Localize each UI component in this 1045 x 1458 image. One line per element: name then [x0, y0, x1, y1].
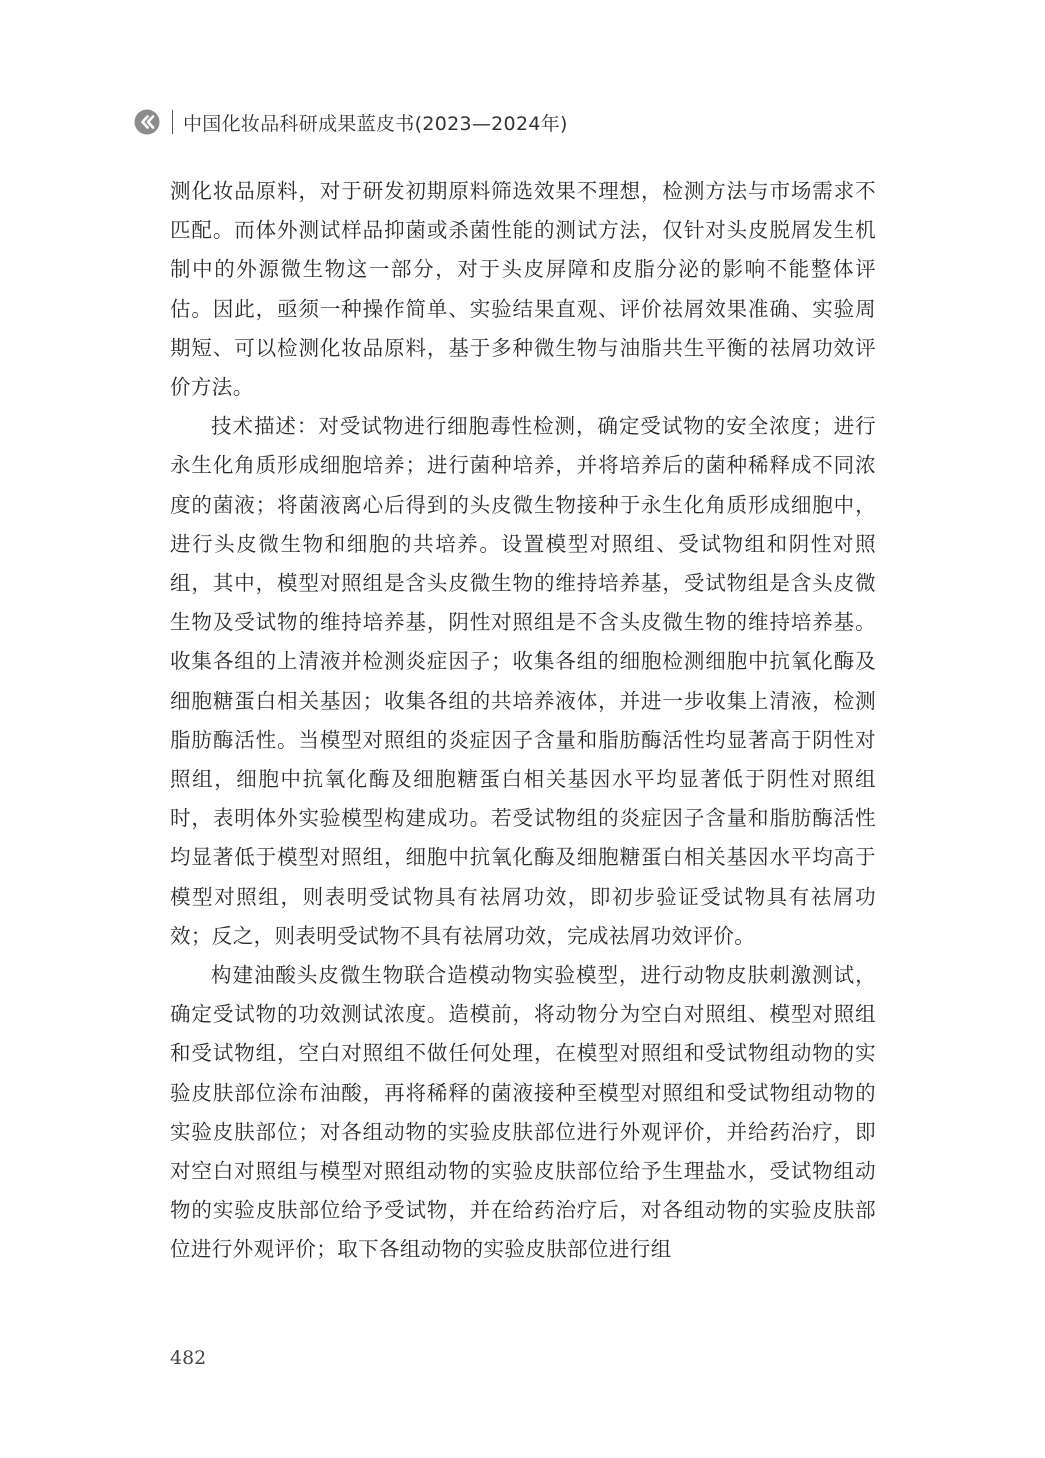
- paragraph: 构建油酸头皮微生物联合造模动物实验模型，进行动物皮肤刺激测试，确定受试物的功效测试浓度。造模前，将动物分为空白对照组、模型对照组和受试物组，空白对照组不做任何处理，在模型对照组和受试物组动物的实验皮肤部位涂布油酸，再将稀释的菌液接种至模型对照组和受试物组动物的实验皮肤部位；对各组动物的实验皮肤部位进行外观评价，并给药治疗，即对空白对照组与模型对照组动物的实验皮肤部位给予生理盐水，受试物组动物的实验皮肤部位给予受试物，并在给药治疗后，对各组动物的实验皮肤部位进行外观评价；取下各组动物的实验皮肤部位进行组: [170, 963, 876, 1262]
- main-text: [170, 172, 876, 1270]
- double-chevron-left-icon: [134, 109, 160, 135]
- header-divider: [172, 110, 173, 134]
- paragraph: 技术描述：对受试物进行细胞毒性检测，确定受试物的安全浓度；进行永生化角质形成细胞培养；进行菌种培养，并将培养后的菌种稀释成不同浓度的菌液；将菌液离心后得到的头皮微生物接种于永生化角质形成细胞中，进行头皮微生物和细胞的共培养。设置模型对照组、受试物组和阴性对照组，其中，模型对照组是含头皮微生物的维持培养基，受试物组是含头皮微生物及受试物的维持培养基，阴性对照组是不含头皮微生物的维持培养基。收集各组的上清液并检测炎症因子；收集各组的细胞检测细胞中抗氧化酶及细胞糖蛋白相关基因；收集各组的共培养液体，并进一步收集上清液，检测脂肪酶活性。当模型对照组的炎症因子含量和脂肪酶活性均显著高于阴性对照组，细胞中抗氧化酶及细胞糖蛋白相关基因水平均显著低于阴性对照组时，表明体外实验模型构建成功。若受试物组的炎症因子含量和脂肪酶活性均显著低于模型对照组，细胞中抗氧化酶及细胞糖蛋白相关基因水平均高于模型对照组，则表明受试物具有祛屑功效，即初步验证受试物具有祛屑功效；反之，则表明受试物不具有祛屑功效，完成祛屑功效评价。: [170, 414, 876, 948]
- book-title: 中国化妆品科研成果蓝皮书(2023—2024年): [183, 112, 568, 135]
- running-header: [134, 106, 568, 138]
- paragraph: 测化妆品原料，对于研发初期原料筛选效果不理想，检测方法与市场需求不匹配。而体外测试样品抑菌或杀菌性能的测试方法，仅针对头皮脱屑发生机制中的外源微生物这一部分，对于头皮屏障和皮脂分泌的影响不能整体评估。因此，亟须一种操作简单、实验结果直观、评价祛屑效果准确、实验周期短、可以检测化妆品原料，基于多种微生物与油脂共生平衡的祛屑功效评价方法。: [170, 179, 876, 400]
- page-number: 482: [170, 1347, 207, 1369]
